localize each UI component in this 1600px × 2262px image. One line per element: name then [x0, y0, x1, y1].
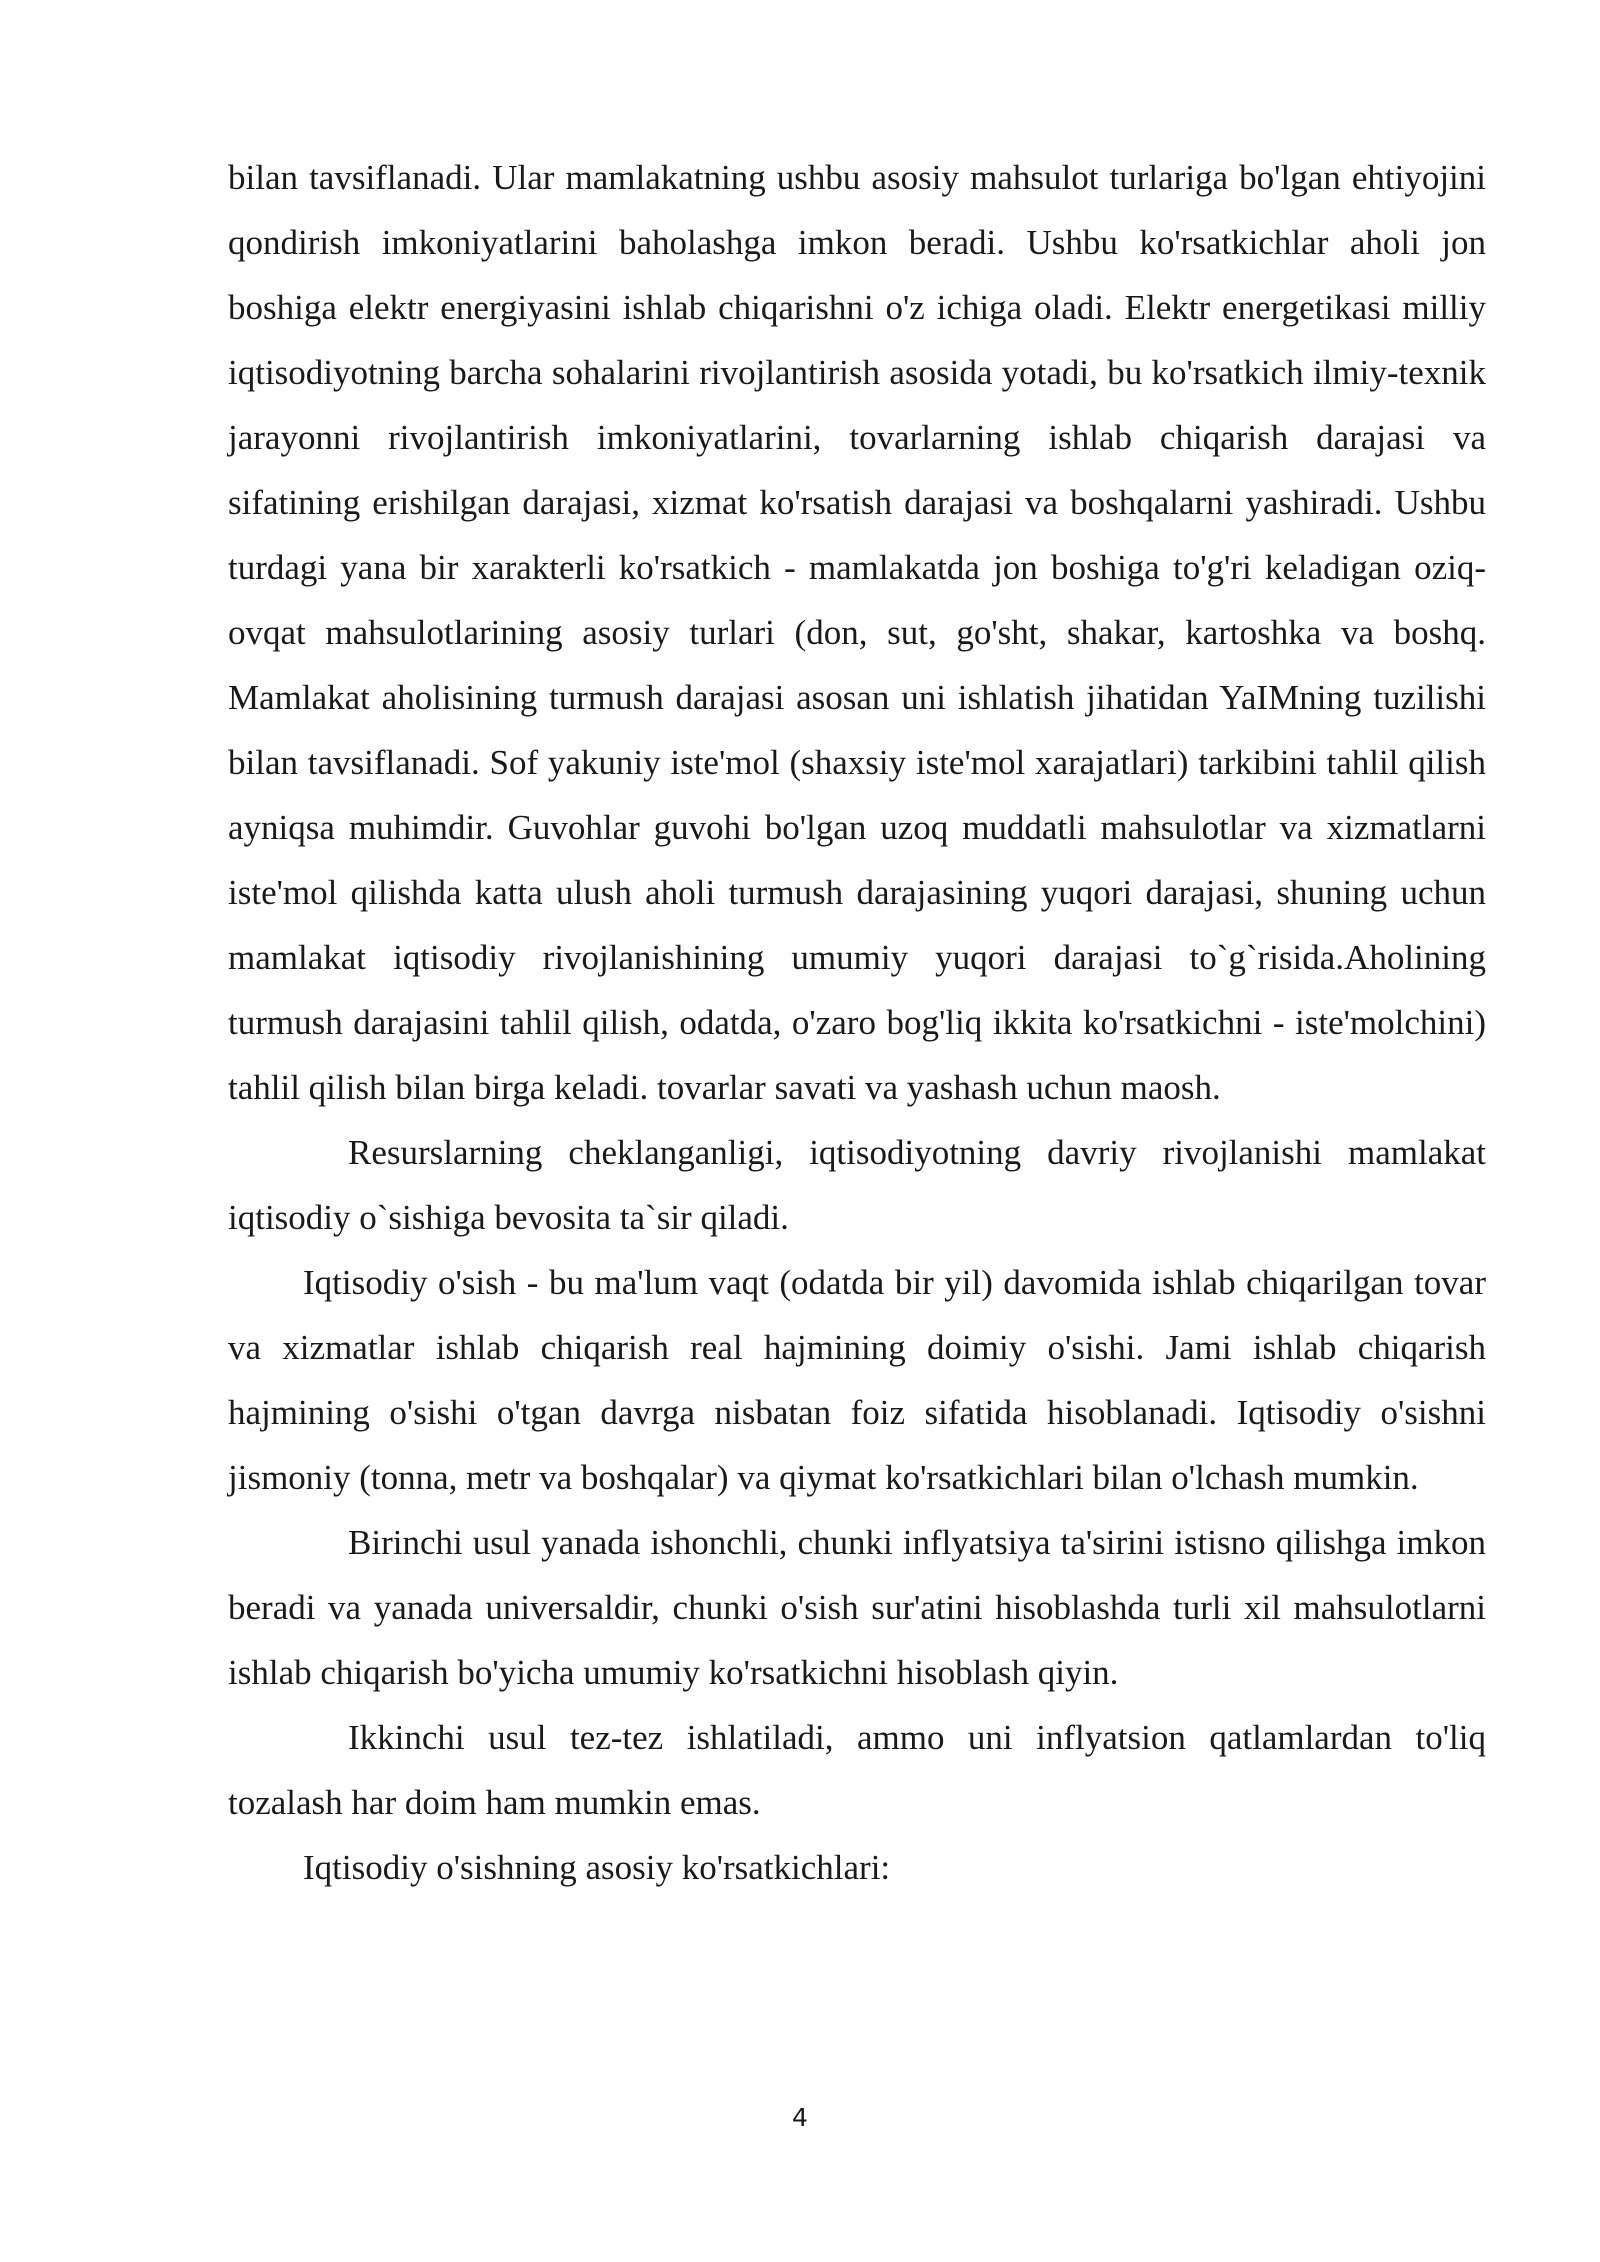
paragraph-growth-indicators-heading: Iqtisodiy o'sishning asosiy ko'rsatkichlari: [303, 1848, 891, 1887]
paragraph-resource-limits: Resurslarning cheklanganligi, iqtisodiyotning davriy rivojlanishi mamlakat iqtisodiy o`sishiga bevosita ta`sir qiladi. [228, 1133, 1486, 1237]
paragraph-second-method: Ikkinchi usul tez-tez ishlatiladi, ammo uni inflyatsion qatlamlardan to'liq tozalash har doim ham mumkin emas. [228, 1718, 1486, 1822]
paragraph-living-standards: bilan tavsiflanadi. Ular mamlakatning ushbu asosiy mahsulot turlariga bo'lgan ehtiyojini qondirish imkoniyatlarini baholashga imkon beradi. Ushbu ko'rsatkichlar aholi jon boshiga elektr energiyasini ishlab chiqarishni o'z ichiga oladi. Elektr energetikasi milliy iqtisodiyotning barcha sohalarini rivojlantirish asosida yotadi, bu ko'rsatkich ilmiy-texnik jarayonni rivojlantirish imkoniyatlarini, tovarlarning ishlab chiqarish darajasi va sifatining erishilgan darajasi, xizmat ko'rsatish darajasi va boshqalarni yashiradi. Ushbu turdagi yana bir xarakterli ko'rsatkich - mamlakatda jon boshiga to'g'ri keladigan oziq-ovqat mahsulotlarining asosiy turlari (don, sut, go'sht, shakar, kartoshka va boshq. Mamlakat aholisining turmush darajasi asosan uni ishlatish jihatidan YaIMning tuzilishi bilan tavsiflanadi. Sof yakuniy iste'mol (shaxsiy iste'mol xarajatlari) tarkibini tahlil qilish ayniqsa muhimdir. Guvohlar guvohi bo'lgan uzoq muddatli mahsulotlar va xizmatlarni iste'mol qilishda katta ulush aholi turmush darajasining yuqori darajasi, shuning uchun mamlakat iqtisodiy rivojlanishining umumiy yuqori darajasi to`g`risida.Aholining turmush darajasini tahlil qilish, odatda, o'zaro bog'liq ikkita ko'rsatkichni - iste'molchini) tahlil qilish bilan birga keladi. tovarlar savati va yashash uchun maosh. [228, 158, 1486, 1107]
page-number: 4 [792, 2103, 808, 2132]
paragraph-first-method: Birinchi usul yanada ishonchli, chunki inflyatsiya ta'sirini istisno qilishga imkon beradi va yanada universaldir, chunki o'sish sur'atini hisoblashda turli xil mahsulotlarni ishlab chiqarish bo'yicha umumiy ko'rsatkichni hisoblash qiyin. [228, 1523, 1486, 1692]
page-body [228, 145, 1486, 1900]
paragraph-economic-growth-definition: Iqtisodiy o'sish - bu ma'lum vaqt (odatda bir yil) davomida ishlab chiqarilgan tovar va xizmatlar ishlab chiqarish real hajmining doimiy o'sishi. Jami ishlab chiqarish hajmining o'sishi o'tgan davrga nisbatan foiz sifatida hisoblanadi. Iqtisodiy o'sishni jismoniy (tonna, metr va boshqalar) va qiymat ko'rsatkichlari bilan o'lchash mumkin. [228, 1263, 1486, 1497]
